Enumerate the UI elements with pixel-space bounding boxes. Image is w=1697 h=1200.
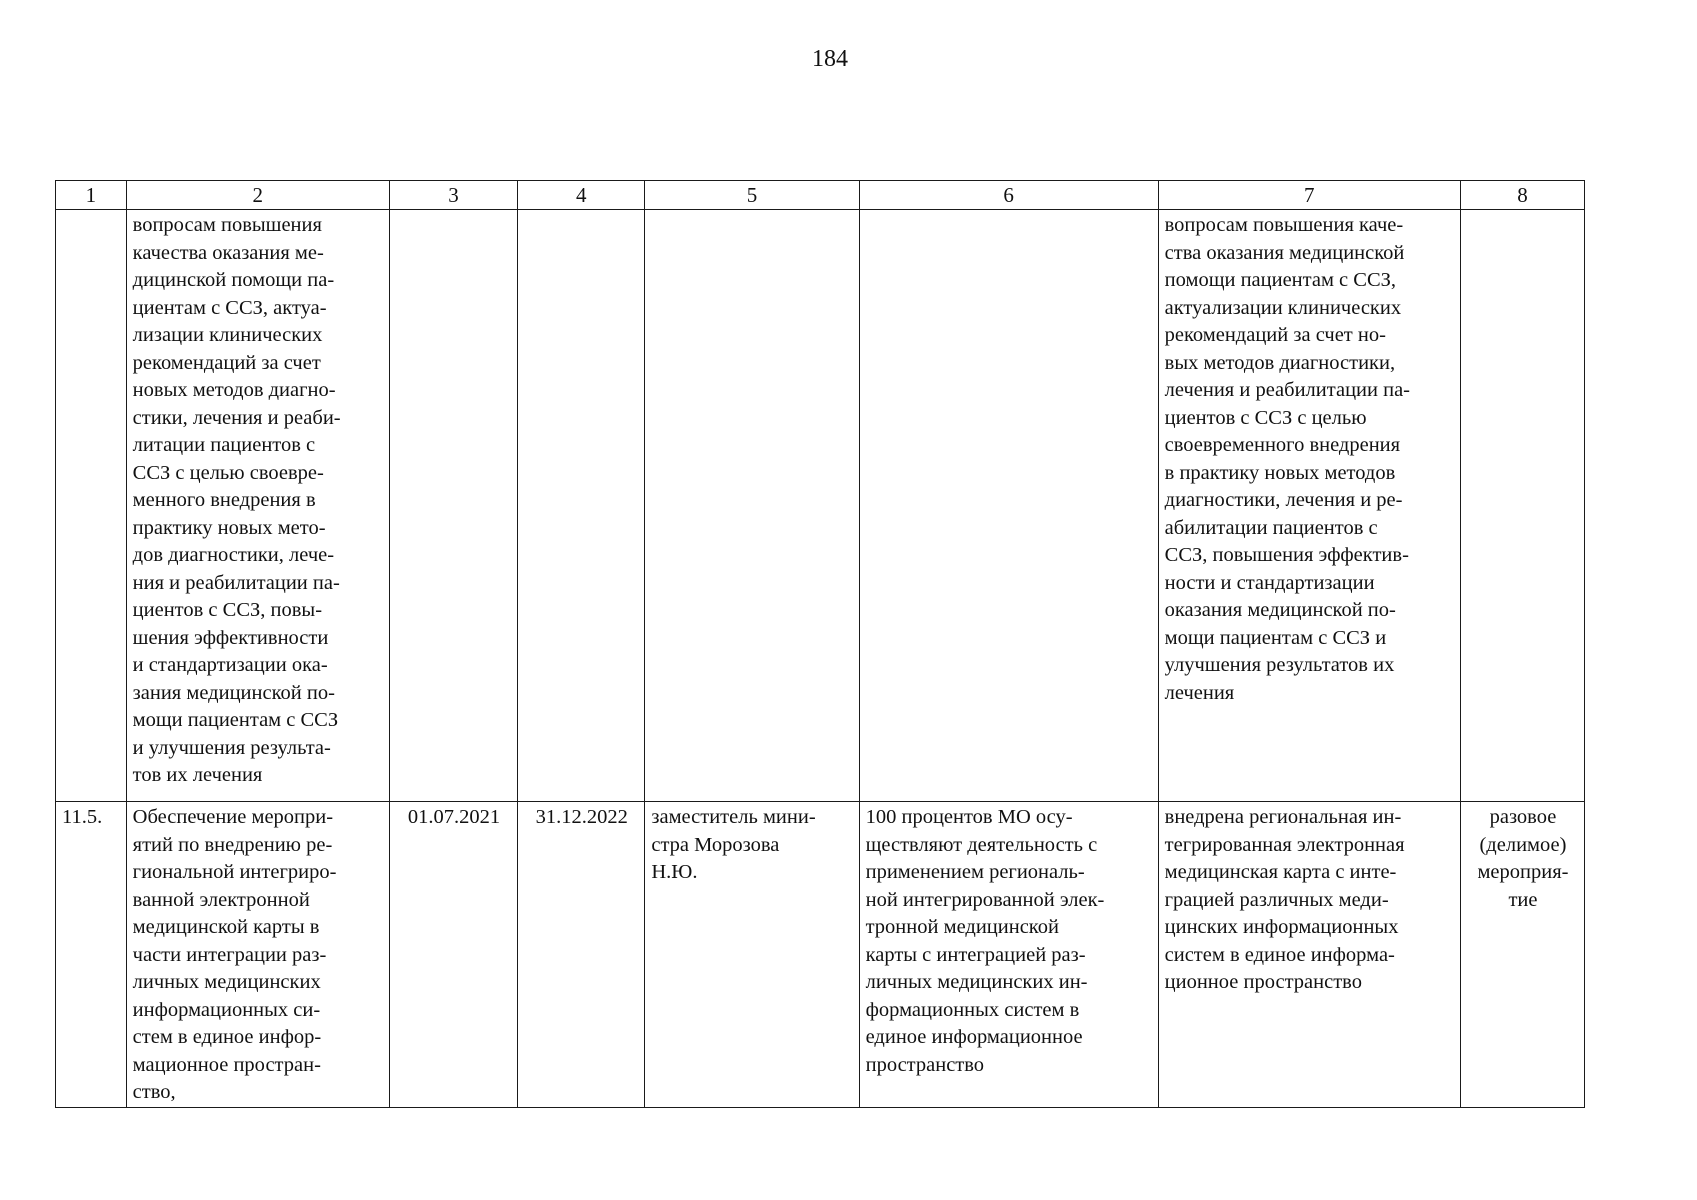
column-number-6: 6 [859,181,1158,210]
cont-cell-end [518,210,645,802]
type-cell: разовое (делимое) мероприя- тие [1460,802,1584,1108]
result-cell: внедрена региональная ин- тегрированная электронная медицинская карта с инте- грацией различных меди- цинских информационных систем в единое информа- ционное пространство [1158,802,1460,1108]
column-number-4: 4 [518,181,645,210]
indicator-cell: 100 процентов МО осу- ществляют деятельность с применением региональ- ной интегрированной элек- тронной медицинской карты с интеграцией раз- личных медицинских ин- формационных систем в единое информационное пространство [859,802,1158,1108]
column-number-header-row [56,181,1585,210]
page-number: 184 [812,46,848,72]
row-number-cell: 11.5. [56,802,127,1108]
column-number-2: 2 [126,181,389,210]
cont-cell-start [389,210,517,802]
table-row-11-5 [56,802,1585,1108]
column-number-1: 1 [56,181,127,210]
cont-cell-number [56,210,127,802]
continuation-row [56,210,1585,802]
column-number-7: 7 [1158,181,1460,210]
activity-cell: Обеспечение меропри- ятий по внедрению ре- гиональной интегриро- ванной электронной медицинской карты в части интеграции раз- личных медицинских информационных си- стем в единое инфор- мационное простран- ство, [126,802,389,1108]
responsible-cell: заместитель мини- стра Морозова Н.Ю. [645,802,859,1108]
cont-cell-indicator [859,210,1158,802]
cont-cell-activity: вопросам повышения качества оказания ме- дицинской помощи па- циентам с ССЗ, актуа- лизации клинических рекомендаций за счет новых методов диагно- стики, лечения и реаби- литации пациентов с ССЗ с целью своевре- менного внедрения в практику новых мето- дов диагностики, лече- ния и реабилитации па- циентов с ССЗ, повы- шения эффективности и стандартизации ока- зания медицинской по- мощи пациентам с ССЗ и улучшения результа- тов их лечения [126,210,389,802]
cont-cell-responsible [645,210,859,802]
plan-table [55,180,1585,1108]
end-date-cell: 31.12.2022 [518,802,645,1108]
start-date-cell: 01.07.2021 [389,802,517,1108]
cont-cell-result: вопросам повышения каче- ства оказания медицинской помощи пациентам с ССЗ, актуализации клинических рекомендаций за счет но- вых методов диагностики, лечения и реабилитации па- циентов с ССЗ с целью своевременного внедрения в практику новых методов диагностики, лечения и ре- абилитации пациентов с ССЗ, повышения эффектив- ности и стандартизации оказания медицинской по- мощи пациентам с ССЗ и улучшения результатов их лечения [1158,210,1460,802]
cont-cell-type [1460,210,1584,802]
column-number-8: 8 [1460,181,1584,210]
column-number-5: 5 [645,181,859,210]
column-number-3: 3 [389,181,517,210]
